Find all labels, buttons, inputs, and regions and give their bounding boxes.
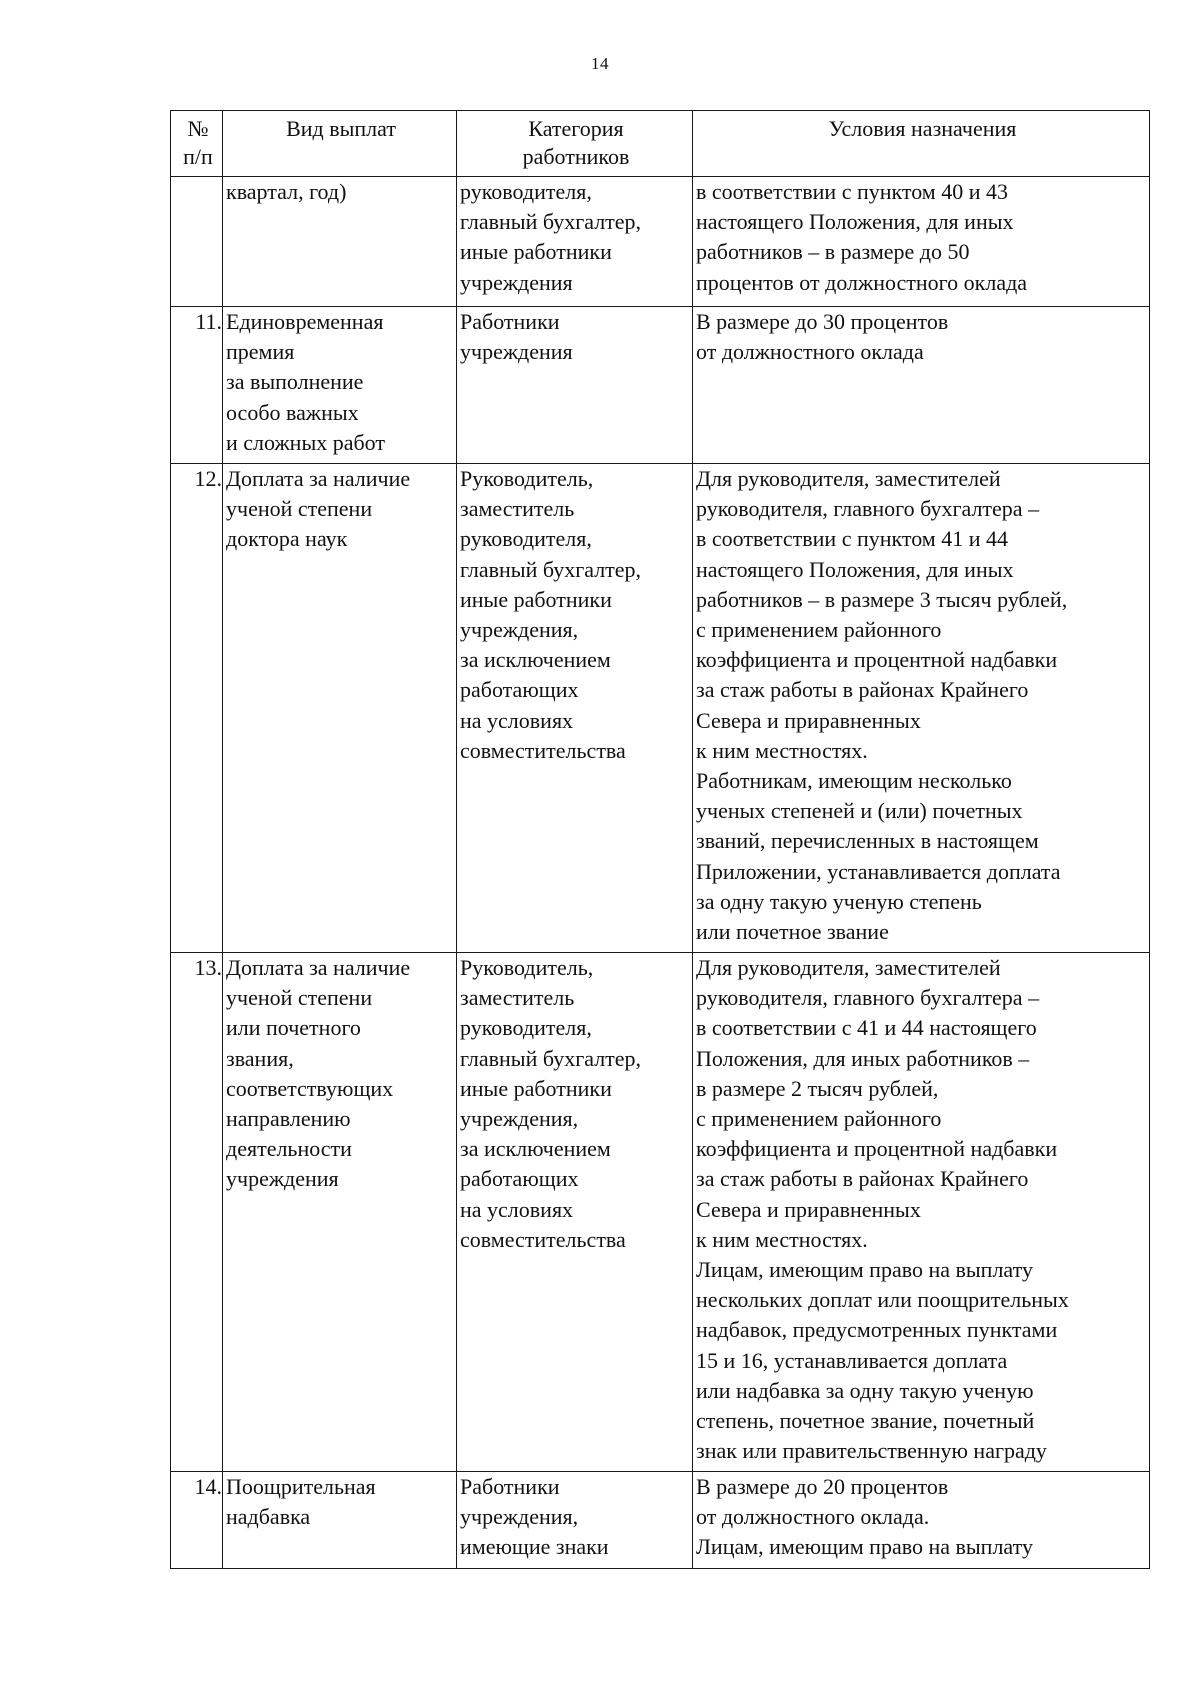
- header-payment-type: Вид выплат: [223, 111, 457, 177]
- employee-category-cell: руководителя, главный бухгалтер, иные работники учреждения: [457, 177, 693, 307]
- payment-type-cell: Поощрительная надбавка: [223, 1472, 457, 1569]
- table-row: [171, 464, 1150, 953]
- table-header-row: [171, 111, 1150, 177]
- row-number: 12.: [171, 464, 223, 953]
- table-row: [171, 177, 1150, 307]
- table-row: [171, 307, 1150, 464]
- header-conditions: Условия назначения: [693, 111, 1150, 177]
- payment-type-cell: Доплата за наличие ученой степени доктора наук: [223, 464, 457, 953]
- payment-type-cell: квартал, год): [223, 177, 457, 307]
- row-number: 11.: [171, 307, 223, 464]
- conditions-cell: В размере до 30 процентов от должностного оклада: [693, 307, 1150, 464]
- payments-table: [170, 110, 1150, 1569]
- page-number: 14: [591, 54, 609, 73]
- conditions-cell: В размере до 20 процентов от должностного оклада. Лицам, имеющим право на выплату: [693, 1472, 1150, 1569]
- row-number: 14.: [171, 1472, 223, 1569]
- payment-type-cell: Доплата за наличие ученой степени или почетного звания, соответствующих направлению деятельности учреждения: [223, 953, 457, 1472]
- table-row: [171, 1472, 1150, 1569]
- employee-category-cell: Работники учреждения: [457, 307, 693, 464]
- header-employee-category: Категория работников: [457, 111, 693, 177]
- header-num: № п/п: [171, 111, 223, 177]
- table-row: [171, 953, 1150, 1472]
- row-number: [171, 177, 223, 307]
- employee-category-cell: Руководитель, заместитель руководителя, главный бухгалтер, иные работники учреждения, за исключением работающих на условиях совместительства: [457, 464, 693, 953]
- row-number: 13.: [171, 953, 223, 1472]
- conditions-cell: в соответствии с пунктом 40 и 43 настоящего Положения, для иных работников – в размере до 50 процентов от должностного оклада: [693, 177, 1150, 307]
- payment-type-cell: Единовременная премия за выполнение особо важных и сложных работ: [223, 307, 457, 464]
- conditions-cell: Для руководителя, заместителей руководителя, главного бухгалтера – в соответствии с 41 и 44 настоящего Положения, для иных работников – в размере 2 тысяч рублей, с применением районного коэффициента и процентной надбавки за стаж работы в районах Крайнего Севера и приравненных к ним местностях. Лицам, имеющим право на выплату нескольких доплат или поощрительных надбавок, предусмотренных пунктами 15 и 16, устанавливается доплата или надбавка за одну такую ученую степень, почетное звание, почетный знак или правительственную награду: [693, 953, 1150, 1472]
- conditions-cell: Для руководителя, заместителей руководителя, главного бухгалтера – в соответствии с пунктом 41 и 44 настоящего Положения, для иных работников – в размере 3 тысяч рублей, с применением районного коэффициента и процентной надбавки за стаж работы в районах Крайнего Севера и приравненных к ним местностях. Работникам, имеющим несколько ученых степеней и (или) почетных званий, перечисленных в настоящем Приложении, устанавливается доплата за одну такую ученую степень или почетное звание: [693, 464, 1150, 953]
- employee-category-cell: Руководитель, заместитель руководителя, главный бухгалтер, иные работники учреждения, за исключением работающих на условиях совместительства: [457, 953, 693, 1472]
- employee-category-cell: Работники учреждения, имеющие знаки: [457, 1472, 693, 1569]
